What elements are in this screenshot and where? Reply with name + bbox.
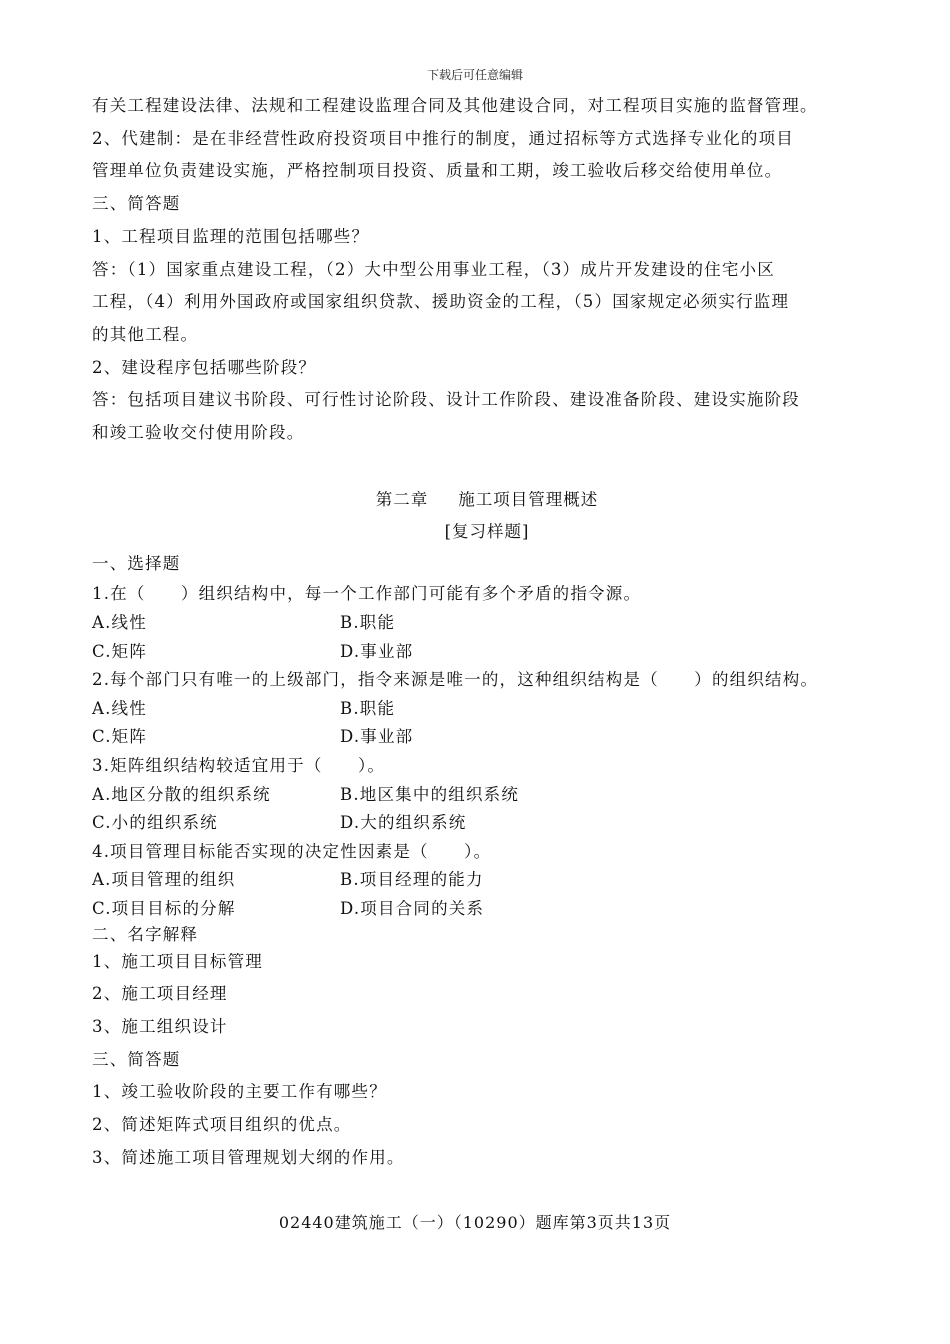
term-item: 2、施工项目经理 <box>92 984 228 1004</box>
section-heading: 一、选择题 <box>92 553 181 573</box>
option-row <box>92 866 882 895</box>
question: 2、建设程序包括哪些阶段？ <box>92 357 317 377</box>
document-body <box>92 90 882 1174</box>
question-text: 2.每个部门只有唯一的上级部门，指令来源是唯一的，这种组织结构是（ ）的组织结构。 <box>92 670 819 690</box>
choice-question <box>92 838 882 924</box>
option-row <box>92 723 882 752</box>
chapter-title <box>92 484 882 516</box>
answer: 工程，（4）利用外国政府或国家组织贷款、援助资金的工程，（5）国家规定必须实行监理 <box>92 292 790 312</box>
option-row <box>92 638 882 667</box>
section-heading: 二、名字解释 <box>92 924 199 944</box>
option-d: D.大的组织系统 <box>340 813 467 833</box>
option-c: C.矩阵 <box>92 641 148 661</box>
paragraph: 管理单位负责建设实施，严格控制项目投资、质量和工期，竣工验收后移交给使用单位。 <box>92 161 783 181</box>
answer: 和竣工验收交付使用阶段。 <box>92 423 305 443</box>
option-a: A.地区分散的组织系统 <box>92 784 271 804</box>
option-row <box>92 609 882 638</box>
question-text: 4.项目管理目标能否实现的决定性因素是（ ）。 <box>92 841 492 861</box>
choice-question <box>92 752 882 838</box>
choice-question <box>92 580 882 666</box>
option-row <box>92 895 882 924</box>
option-row <box>92 809 882 838</box>
answer: 答：包括项目建议书阶段、可行性讨论阶段、设计工作阶段、建设准备阶段、建设实施阶段 <box>92 390 800 410</box>
option-d: D.事业部 <box>340 641 414 661</box>
option-c: C.小的组织系统 <box>92 813 218 833</box>
option-b: B.职能 <box>340 698 396 718</box>
section-heading: 三、简答题 <box>92 1049 181 1069</box>
question: 1、工程项目监理的范围包括哪些？ <box>92 226 370 246</box>
option-a: A.线性 <box>92 698 147 718</box>
option-a: A.线性 <box>92 613 147 633</box>
paragraph: 2、代建制：是在非经营性政府投资项目中推行的制度，通过招标等方式选择专业化的项目 <box>92 128 794 148</box>
option-row <box>92 695 882 724</box>
section-heading: 三、简答题 <box>92 194 181 214</box>
option-d: D.事业部 <box>340 727 414 747</box>
answer: 的其他工程。 <box>92 324 199 344</box>
chapter-name: 施工项目管理概述 <box>458 489 599 509</box>
paragraph: 有关工程建设法律、法规和工程建设监理合同及其他建设合同，对工程项目实施的监督管理。 <box>92 96 818 115</box>
chapter-subtitle: [复习样题] <box>444 521 530 541</box>
option-row <box>92 781 882 810</box>
term-item: 1、施工项目目标管理 <box>92 951 263 971</box>
term-item: 3、施工组织设计 <box>92 1016 228 1036</box>
header-note: 下载后可任意编辑 <box>426 68 523 82</box>
question: 2、简述矩阵式项目组织的优点。 <box>92 1115 352 1135</box>
question: 3、简述施工项目管理规划大纲的作用。 <box>92 1147 405 1167</box>
chapter-number: 第二章 <box>375 489 429 509</box>
question-text: 1.在（ ）组织结构中，每一个工作部门可能有多个矛盾的指令源。 <box>92 584 642 604</box>
option-c: C.矩阵 <box>92 727 148 747</box>
page-footer: 02440建筑施工（一）（10290）题库第3页共13页 <box>278 1213 672 1232</box>
option-d: D.项目合同的关系 <box>340 898 485 918</box>
option-c: C.项目目标的分解 <box>92 898 236 918</box>
option-a: A.项目管理的组织 <box>92 870 236 890</box>
option-b: B.项目经理的能力 <box>340 870 484 890</box>
option-b: B.职能 <box>340 613 396 633</box>
question: 1、竣工验收阶段的主要工作有哪些？ <box>92 1082 387 1102</box>
option-b: B.地区集中的组织系统 <box>340 784 520 804</box>
choice-question <box>92 666 882 752</box>
answer: 答：（1）国家重点建设工程，（2）大中型公用事业工程，（3）成片开发建设的住宅小区 <box>92 259 775 279</box>
question-text: 3.矩阵组织结构较适宜用于（ ）。 <box>92 756 386 775</box>
